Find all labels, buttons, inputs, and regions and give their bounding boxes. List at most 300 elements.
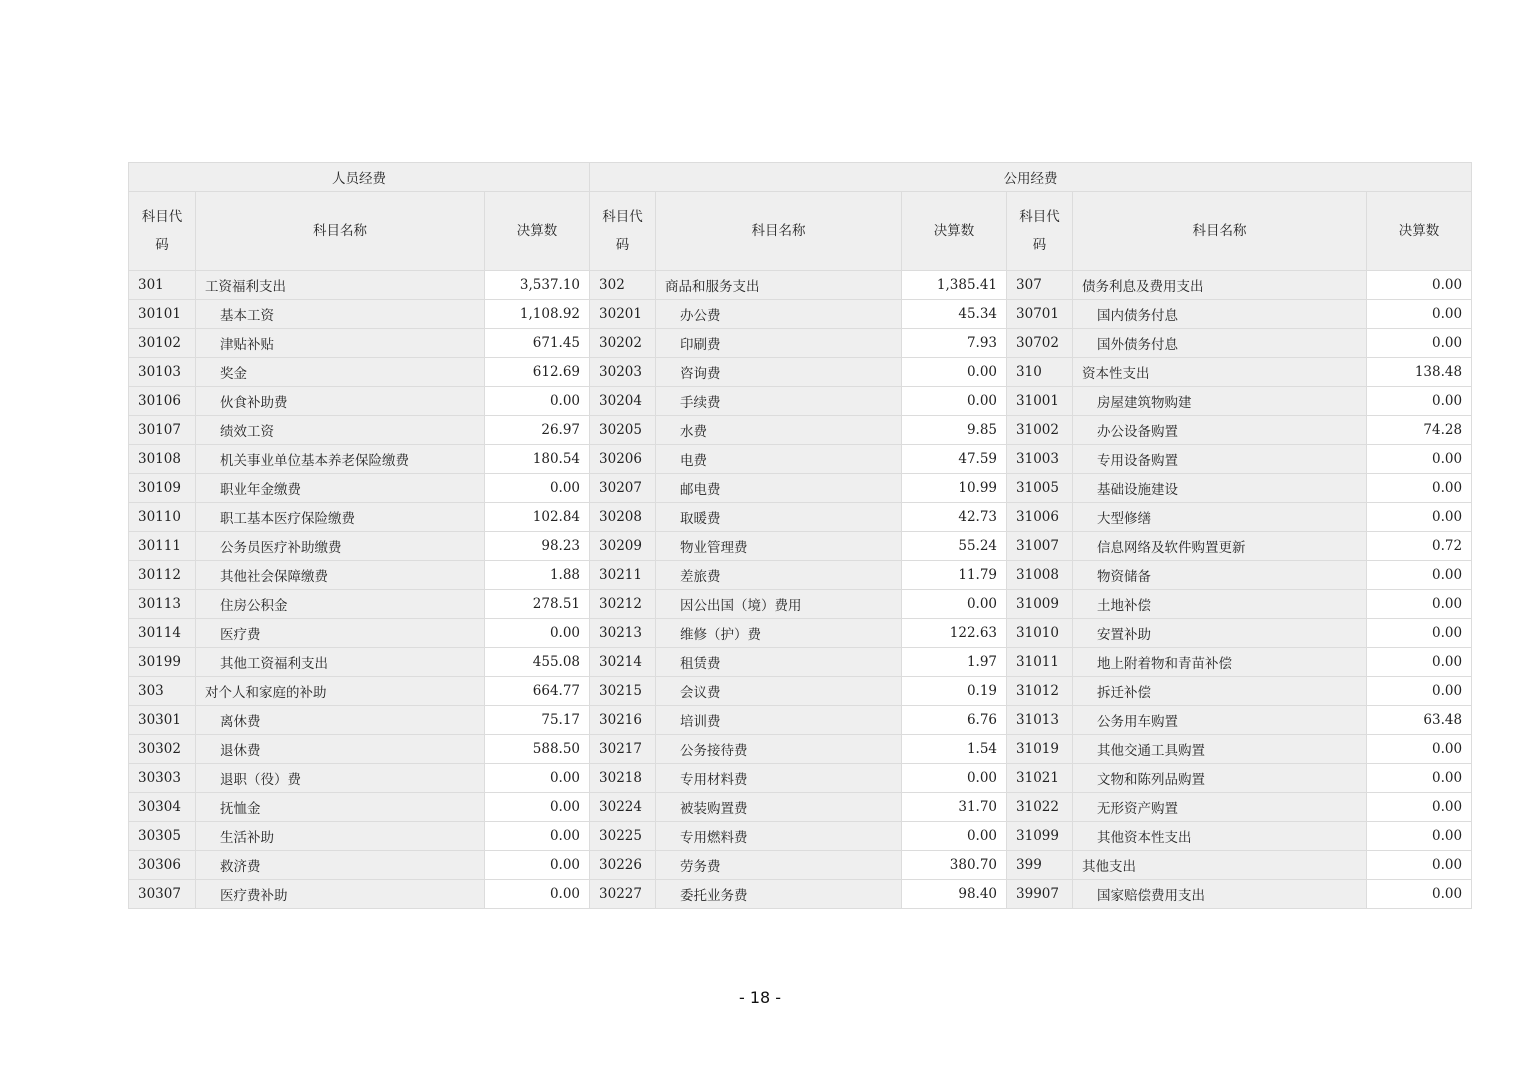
subject-name-text: 其他支出 (1082, 859, 1137, 875)
final-amount: 0.00 (1367, 764, 1472, 793)
subject-name-text: 基础设施建设 (1097, 482, 1179, 498)
subject-name-text: 离休费 (220, 714, 261, 730)
subject-code: 30202 (590, 329, 656, 358)
subject-code: 30108 (129, 445, 196, 474)
table-row (129, 764, 1472, 793)
subject-name-text: 无形资产购置 (1097, 801, 1179, 817)
final-amount: 0.00 (1367, 677, 1472, 706)
subject-name-text: 公务员医疗补助缴费 (220, 540, 342, 556)
subject-code: 30101 (129, 300, 196, 329)
subject-name-text: 国内债务付息 (1097, 308, 1179, 324)
subject-name (196, 329, 485, 358)
subject-code: 30215 (590, 677, 656, 706)
subject-name-text: 津贴补贴 (220, 337, 274, 353)
header-name: 科目名称 (196, 192, 485, 271)
subject-name-text: 绩效工资 (220, 424, 274, 440)
final-amount: 6.76 (902, 706, 1007, 735)
subject-name (656, 619, 902, 648)
header-code: 科目代 码 (1007, 192, 1073, 271)
subject-code: 30110 (129, 503, 196, 532)
subject-name-text: 退职（役）费 (220, 772, 301, 788)
subject-name-text: 退休费 (220, 743, 261, 759)
final-amount: 3,537.10 (485, 271, 590, 300)
subject-code: 30209 (590, 532, 656, 561)
subject-code: 30305 (129, 822, 196, 851)
subject-code: 31021 (1007, 764, 1073, 793)
table-row (129, 677, 1472, 706)
subject-code: 30302 (129, 735, 196, 764)
subject-name (196, 474, 485, 503)
subject-name (656, 590, 902, 619)
final-amount: 0.00 (485, 474, 590, 503)
subject-code: 30204 (590, 387, 656, 416)
subject-name (656, 300, 902, 329)
subject-name-text: 住房公积金 (220, 598, 288, 614)
subject-name-text: 专用设备购置 (1097, 453, 1179, 469)
final-amount: 31.70 (902, 793, 1007, 822)
subject-code: 30701 (1007, 300, 1073, 329)
subject-code: 30226 (590, 851, 656, 880)
subject-name (656, 474, 902, 503)
subject-name (196, 387, 485, 416)
subject-code: 30203 (590, 358, 656, 387)
subject-code: 30225 (590, 822, 656, 851)
subject-name-text: 职业年金缴费 (220, 482, 301, 498)
column-header-row (129, 192, 1472, 271)
subject-name (656, 793, 902, 822)
subject-name (1073, 648, 1367, 677)
subject-name-text: 其他交通工具购置 (1097, 743, 1206, 759)
subject-name (1073, 619, 1367, 648)
final-amount: 0.00 (1367, 271, 1472, 300)
subject-name-text: 土地补偿 (1097, 598, 1152, 614)
subject-code: 30217 (590, 735, 656, 764)
subject-code: 30303 (129, 764, 196, 793)
subject-name (196, 706, 485, 735)
final-amount: 664.77 (485, 677, 590, 706)
subject-code: 31001 (1007, 387, 1073, 416)
subject-code: 31012 (1007, 677, 1073, 706)
final-amount: 26.97 (485, 416, 590, 445)
final-amount: 0.00 (1367, 300, 1472, 329)
final-amount: 0.00 (1367, 503, 1472, 532)
subject-name (656, 416, 902, 445)
header-name: 科目名称 (1073, 192, 1367, 271)
subject-name (1073, 416, 1367, 445)
final-amount: 0.19 (902, 677, 1007, 706)
final-amount: 98.40 (902, 880, 1007, 909)
subject-code: 30306 (129, 851, 196, 880)
subject-code: 31003 (1007, 445, 1073, 474)
subject-name (196, 503, 485, 532)
final-amount: 455.08 (485, 648, 590, 677)
subject-name-text: 生活补助 (220, 830, 274, 846)
final-amount: 1.88 (485, 561, 590, 590)
header-code: 科目代 码 (129, 192, 196, 271)
expenditure-table (128, 162, 1472, 909)
final-amount: 10.99 (902, 474, 1007, 503)
final-amount: 55.24 (902, 532, 1007, 561)
subject-name-text: 对个人和家庭的补助 (205, 685, 327, 701)
subject-code: 30702 (1007, 329, 1073, 358)
subject-name (656, 503, 902, 532)
table-row (129, 387, 1472, 416)
subject-code: 30212 (590, 590, 656, 619)
final-amount: 47.59 (902, 445, 1007, 474)
subject-name (196, 561, 485, 590)
subject-code: 31013 (1007, 706, 1073, 735)
subject-name-text: 培训费 (680, 714, 721, 730)
subject-name (1073, 590, 1367, 619)
subject-code: 30201 (590, 300, 656, 329)
final-amount: 0.00 (1367, 387, 1472, 416)
final-amount: 42.73 (902, 503, 1007, 532)
subject-code: 30227 (590, 880, 656, 909)
subject-name-text: 手续费 (680, 395, 721, 411)
subject-name-text: 专用燃料费 (680, 830, 748, 846)
subject-code: 30109 (129, 474, 196, 503)
subject-name-text: 基本工资 (220, 308, 274, 324)
subject-name (196, 735, 485, 764)
final-amount: 0.00 (1367, 561, 1472, 590)
subject-name (1073, 851, 1367, 880)
subject-name (196, 822, 485, 851)
subject-name (196, 619, 485, 648)
subject-code: 30205 (590, 416, 656, 445)
subject-name-text: 差旅费 (680, 569, 721, 585)
final-amount: 380.70 (902, 851, 1007, 880)
subject-code: 30307 (129, 880, 196, 909)
subject-name-text: 专用材料费 (680, 772, 748, 788)
subject-code: 30114 (129, 619, 196, 648)
subject-code: 310 (1007, 358, 1073, 387)
final-amount: 0.00 (902, 764, 1007, 793)
subject-name-text: 会议费 (680, 685, 721, 701)
page-number: - 18 - (738, 988, 782, 1007)
subject-code: 301 (129, 271, 196, 300)
subject-code: 307 (1007, 271, 1073, 300)
subject-name (196, 648, 485, 677)
subject-name-text: 安置补助 (1097, 627, 1152, 643)
subject-code: 303 (129, 677, 196, 706)
subject-name (1073, 706, 1367, 735)
final-amount: 122.63 (902, 619, 1007, 648)
subject-name-text: 租赁费 (680, 656, 721, 672)
final-amount: 0.00 (902, 590, 1007, 619)
subject-name (1073, 561, 1367, 590)
subject-name (656, 561, 902, 590)
subject-code: 30214 (590, 648, 656, 677)
subject-name (656, 677, 902, 706)
subject-name-text: 伙食补助费 (220, 395, 288, 411)
subject-code: 31005 (1007, 474, 1073, 503)
subject-name (656, 271, 902, 300)
subject-name-text: 资本性支出 (1082, 366, 1150, 382)
final-amount: 0.00 (1367, 474, 1472, 503)
subject-name-text: 物业管理费 (680, 540, 748, 556)
final-amount: 0.00 (1367, 590, 1472, 619)
subject-name (1073, 822, 1367, 851)
table-row (129, 358, 1472, 387)
subject-name-text: 大型修缮 (1097, 511, 1152, 527)
table-row (129, 851, 1472, 880)
subject-name-text: 办公设备购置 (1097, 424, 1179, 440)
header-code: 科目代 码 (590, 192, 656, 271)
subject-name-text: 水费 (680, 424, 708, 440)
subject-name-text: 国家赔偿费用支出 (1097, 888, 1206, 904)
subject-name (1073, 503, 1367, 532)
table-row (129, 706, 1472, 735)
subject-name (1073, 474, 1367, 503)
table-row (129, 793, 1472, 822)
subject-code: 31010 (1007, 619, 1073, 648)
subject-name-text: 职工基本医疗保险缴费 (220, 511, 355, 527)
subject-name (656, 329, 902, 358)
subject-name (656, 822, 902, 851)
final-amount: 671.45 (485, 329, 590, 358)
group-public: 公用经费 (590, 163, 1472, 192)
subject-code: 30113 (129, 590, 196, 619)
final-amount: 0.00 (902, 387, 1007, 416)
subject-name-text: 医疗费补助 (220, 888, 288, 904)
final-amount: 0.00 (1367, 445, 1472, 474)
subject-name (196, 793, 485, 822)
final-amount: 138.48 (1367, 358, 1472, 387)
subject-code: 30207 (590, 474, 656, 503)
subject-name-text: 奖金 (220, 366, 247, 382)
table-row (129, 416, 1472, 445)
subject-name-text: 其他资本性支出 (1097, 830, 1192, 846)
subject-name (1073, 793, 1367, 822)
subject-name (196, 851, 485, 880)
subject-name (1073, 677, 1367, 706)
subject-name-text: 咨询费 (680, 366, 721, 382)
subject-name-text: 其他社会保障缴费 (220, 569, 328, 585)
subject-name (656, 735, 902, 764)
subject-name-text: 商品和服务支出 (665, 279, 760, 295)
subject-name-text: 工资福利支出 (205, 279, 286, 295)
final-amount: 0.00 (485, 387, 590, 416)
subject-name-text: 债务利息及费用支出 (1082, 279, 1204, 295)
subject-name-text: 文物和陈列品购置 (1097, 772, 1206, 788)
subject-name (1073, 271, 1367, 300)
table-row (129, 590, 1472, 619)
final-amount: 0.00 (485, 793, 590, 822)
subject-name-text: 印刷费 (680, 337, 721, 353)
subject-code: 30304 (129, 793, 196, 822)
table-row (129, 474, 1472, 503)
final-amount: 0.00 (485, 880, 590, 909)
final-amount: 1,108.92 (485, 300, 590, 329)
subject-code: 39907 (1007, 880, 1073, 909)
subject-code: 30216 (590, 706, 656, 735)
subject-name (1073, 532, 1367, 561)
final-amount: 612.69 (485, 358, 590, 387)
subject-name (196, 445, 485, 474)
subject-name (196, 880, 485, 909)
subject-code: 30206 (590, 445, 656, 474)
final-amount: 45.34 (902, 300, 1007, 329)
final-amount: 0.72 (1367, 532, 1472, 561)
subject-code: 30211 (590, 561, 656, 590)
subject-name-text: 国外债务付息 (1097, 337, 1179, 353)
subject-name (196, 358, 485, 387)
subject-name (1073, 387, 1367, 416)
subject-code: 30218 (590, 764, 656, 793)
subject-name (196, 300, 485, 329)
final-amount: 0.00 (485, 822, 590, 851)
subject-name-text: 办公费 (680, 308, 721, 324)
table-row (129, 880, 1472, 909)
subject-name-text: 其他工资福利支出 (220, 656, 328, 672)
subject-code: 31006 (1007, 503, 1073, 532)
final-amount: 588.50 (485, 735, 590, 764)
final-amount: 0.00 (1367, 880, 1472, 909)
table-row (129, 822, 1472, 851)
final-amount: 0.00 (1367, 648, 1472, 677)
header-amount: 决算数 (485, 192, 590, 271)
subject-name (656, 851, 902, 880)
table-row (129, 271, 1472, 300)
subject-name-text: 电费 (680, 453, 708, 469)
subject-name-text: 信息网络及软件购置更新 (1097, 540, 1246, 556)
table-row (129, 735, 1472, 764)
final-amount: 1,385.41 (902, 271, 1007, 300)
subject-name-text: 被装购置费 (680, 801, 748, 817)
table-row (129, 329, 1472, 358)
subject-code: 30112 (129, 561, 196, 590)
final-amount: 0.00 (1367, 793, 1472, 822)
final-amount: 0.00 (902, 358, 1007, 387)
final-amount: 0.00 (1367, 851, 1472, 880)
final-amount: 0.00 (1367, 619, 1472, 648)
subject-name (656, 706, 902, 735)
subject-name (1073, 880, 1367, 909)
group-header-row (129, 163, 1472, 192)
subject-code: 30107 (129, 416, 196, 445)
table-row (129, 561, 1472, 590)
final-amount: 278.51 (485, 590, 590, 619)
subject-name-text: 物资储备 (1097, 569, 1152, 585)
final-amount: 180.54 (485, 445, 590, 474)
subject-name (1073, 735, 1367, 764)
table-row (129, 619, 1472, 648)
subject-code: 31019 (1007, 735, 1073, 764)
subject-code: 399 (1007, 851, 1073, 880)
final-amount: 0.00 (485, 619, 590, 648)
subject-code: 30208 (590, 503, 656, 532)
final-amount: 102.84 (485, 503, 590, 532)
table-row (129, 445, 1472, 474)
final-amount: 9.85 (902, 416, 1007, 445)
subject-code: 30111 (129, 532, 196, 561)
subject-name (1073, 329, 1367, 358)
subject-name (1073, 358, 1367, 387)
subject-name-text: 维修（护）费 (680, 627, 762, 643)
subject-name-text: 取暖费 (680, 511, 721, 527)
final-amount: 0.00 (485, 764, 590, 793)
subject-name (656, 532, 902, 561)
table-row (129, 300, 1472, 329)
subject-name (196, 764, 485, 793)
subject-name-text: 机关事业单位基本养老保险缴费 (220, 453, 409, 469)
final-amount: 63.48 (1367, 706, 1472, 735)
subject-name (196, 590, 485, 619)
subject-code: 30224 (590, 793, 656, 822)
final-amount: 74.28 (1367, 416, 1472, 445)
subject-name-text: 地上附着物和青苗补偿 (1097, 656, 1233, 672)
subject-name (196, 416, 485, 445)
final-amount: 75.17 (485, 706, 590, 735)
subject-name-text: 邮电费 (680, 482, 721, 498)
table-row (129, 503, 1472, 532)
final-amount: 11.79 (902, 561, 1007, 590)
subject-code: 30106 (129, 387, 196, 416)
subject-name-text: 因公出国（境）费用 (680, 598, 802, 614)
subject-name-text: 公务用车购置 (1097, 714, 1179, 730)
final-amount: 0.00 (1367, 329, 1472, 358)
final-amount: 0.00 (485, 851, 590, 880)
subject-name-text: 公务接待费 (680, 743, 748, 759)
subject-name-text: 劳务费 (680, 859, 721, 875)
subject-name (1073, 445, 1367, 474)
subject-name (656, 880, 902, 909)
header-name: 科目名称 (656, 192, 902, 271)
subject-code: 30213 (590, 619, 656, 648)
final-amount: 98.23 (485, 532, 590, 561)
subject-code: 31002 (1007, 416, 1073, 445)
subject-name-text: 拆迁补偿 (1097, 685, 1152, 701)
subject-code: 31007 (1007, 532, 1073, 561)
subject-name (656, 648, 902, 677)
subject-code: 31099 (1007, 822, 1073, 851)
table-row (129, 648, 1472, 677)
subject-name (196, 271, 485, 300)
subject-code: 30102 (129, 329, 196, 358)
subject-name (656, 445, 902, 474)
final-amount: 7.93 (902, 329, 1007, 358)
subject-name (1073, 300, 1367, 329)
header-amount: 决算数 (902, 192, 1007, 271)
subject-name-text: 救济费 (220, 859, 261, 875)
subject-name (656, 358, 902, 387)
subject-name-text: 委托业务费 (680, 888, 748, 904)
subject-name (656, 387, 902, 416)
final-amount: 1.97 (902, 648, 1007, 677)
subject-code: 31022 (1007, 793, 1073, 822)
final-amount: 0.00 (902, 822, 1007, 851)
subject-code: 30103 (129, 358, 196, 387)
subject-name-text: 房屋建筑物购建 (1097, 395, 1192, 411)
subject-code: 31011 (1007, 648, 1073, 677)
header-amount: 决算数 (1367, 192, 1472, 271)
subject-name (1073, 764, 1367, 793)
subject-code: 30301 (129, 706, 196, 735)
group-personnel: 人员经费 (129, 163, 590, 192)
subject-name-text: 医疗费 (220, 627, 261, 643)
table-row (129, 532, 1472, 561)
subject-name (656, 764, 902, 793)
subject-name (196, 677, 485, 706)
final-amount: 0.00 (1367, 735, 1472, 764)
table-body (129, 271, 1472, 909)
subject-code: 31008 (1007, 561, 1073, 590)
final-amount: 0.00 (1367, 822, 1472, 851)
subject-code: 31009 (1007, 590, 1073, 619)
subject-name-text: 抚恤金 (220, 801, 261, 817)
subject-code: 30199 (129, 648, 196, 677)
subject-name (196, 532, 485, 561)
